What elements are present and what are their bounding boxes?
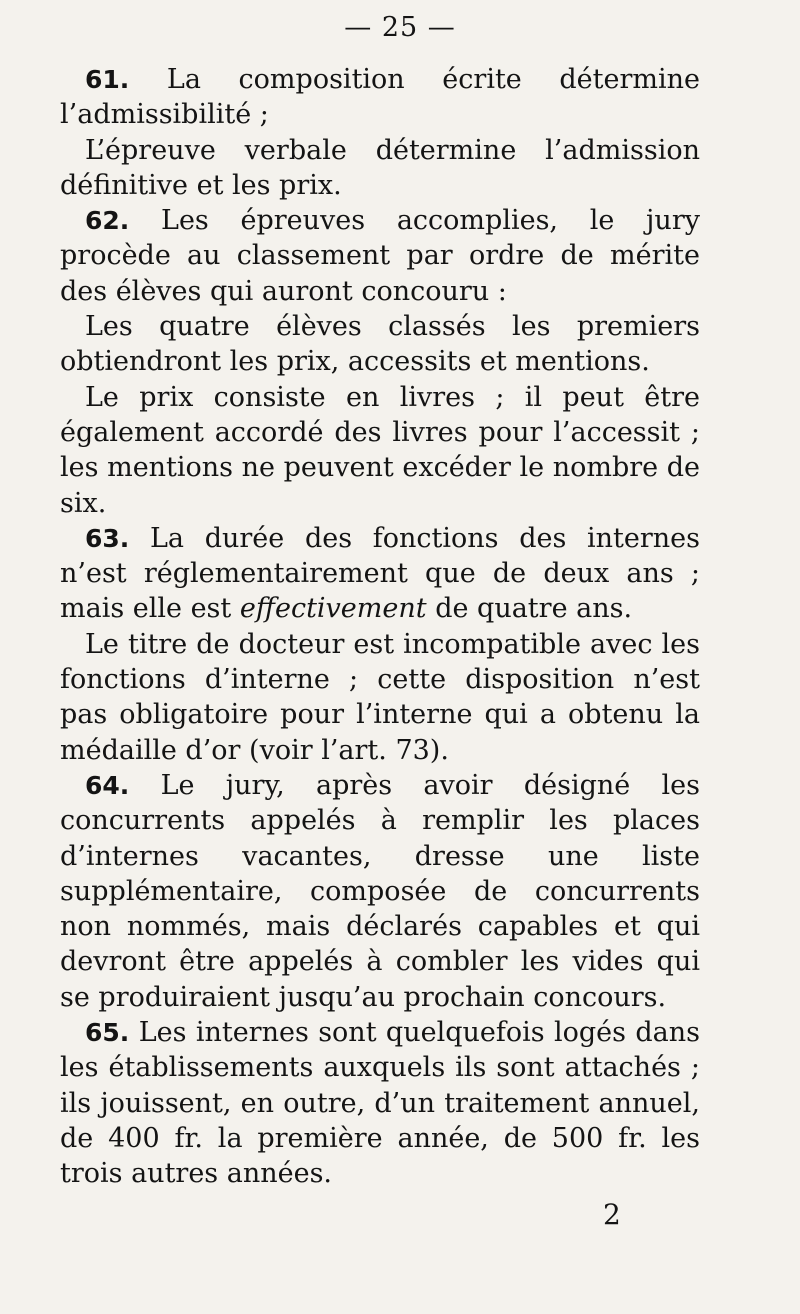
article-63-number: 63. — [85, 523, 130, 553]
article-61-text-1: La composition écrite détermine l’admissibilité ; — [60, 64, 700, 131]
article-62-paragraph-2: Les quatre élèves classés les premiers obtiendront les prix, accessits et mentions. — [60, 311, 700, 378]
article-62-paragraph-3: Le prix consiste en livres ; il peut être également accordé des livres pour l’accessit ; les mentions ne peuvent excéder le nombre de six. — [60, 381, 700, 519]
body-text — [60, 62, 700, 1192]
article-63-paragraph-2: Le titre de docteur est incompatible avec les fonctions d’interne ; cette disposition n’est pas obligatoire pour l’interne qui a obtenu la médaille d’or (voir l’art. 73). — [60, 628, 700, 766]
article-65-number: 65. — [85, 1018, 130, 1048]
article-63-italic-word: effectivement — [239, 593, 427, 625]
article-62-paragraph-1 — [60, 203, 700, 309]
article-61-number: 61. — [85, 65, 130, 94]
article-61-paragraph-1 — [60, 62, 700, 133]
article-64-number: 64. — [85, 770, 130, 800]
article-63-paragraph-1 — [60, 521, 700, 627]
page-number-header: — 25 — — [344, 12, 456, 43]
article-64-text-1: Le jury, après avoir désigné les concurrents appelés à remplir les places d’internes vacantes, dresse une liste supplémentaire, composée de concurrents non nommés, mais déclarés capables et qui devront être appelés à combler les vides qui se produiraient jusqu’au prochain concours. — [60, 769, 700, 1013]
article-61-paragraph-2: L’épreuve verbale détermine l’admission définitive et les prix. — [60, 134, 700, 201]
article-64-paragraph-1 — [60, 768, 700, 1015]
article-65-text-1: Les internes sont quelquefois logés dans les établissements auxquels ils sont attachés ; ils jouissent, en outre, d’un traitement annuel, de 400 fr. la première année, de 500 fr. les trois autres années. — [60, 1017, 700, 1190]
article-63-text-1-after: de quatre ans. — [426, 593, 633, 625]
article-63-text-1-before: La durée des fonctions des internes n’est réglementairement que de deux ans ; mais elle est — [60, 522, 700, 625]
article-62-text-1: Les épreuves accomplies, le jury procède au classement par ordre de mérite des élèves qui auront concouru : — [60, 205, 700, 307]
article-62-number: 62. — [85, 206, 130, 236]
article-65-paragraph-1 — [60, 1015, 700, 1191]
signature-mark: 2 — [603, 1198, 621, 1231]
